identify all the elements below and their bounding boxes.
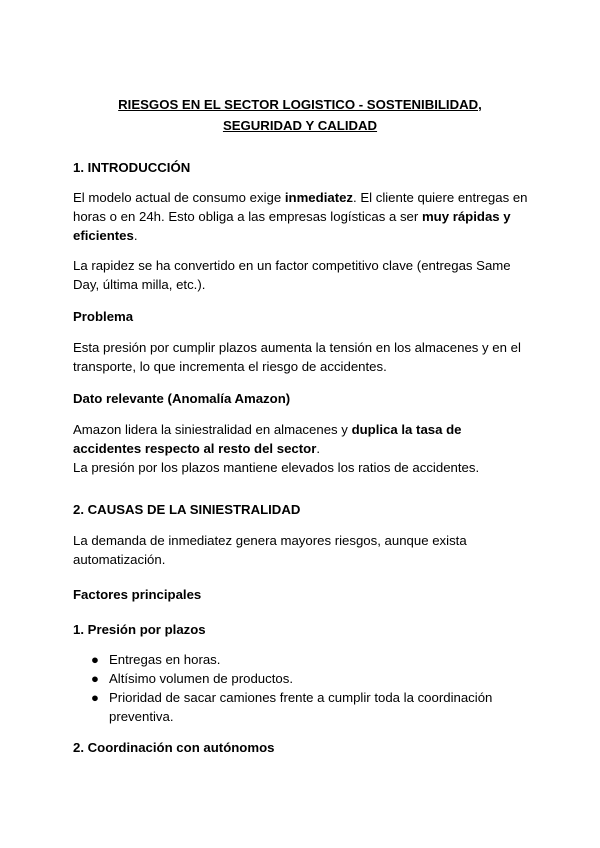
bullet-icon: ● (91, 690, 99, 705)
list-item (91, 669, 541, 688)
intro-text-a: El modelo actual de consumo exige (73, 190, 285, 205)
dato-text-a: Amazon lidera la siniestralidad en almacenes y (73, 422, 352, 437)
dato-text-d: La presión por los plazos mantiene elevados los ratios de accidentes. (73, 460, 480, 475)
intro-bold-rapidas: muy rápidas y eficientes (73, 209, 511, 243)
presion-bullet-list (91, 650, 541, 726)
list-item-text: Prioridad de sacar camiones frente a cumplir toda la coordinación preventiva. (109, 690, 493, 724)
bullet-icon: ● (91, 671, 99, 686)
presion-plazos-heading: 1. Presión por plazos (73, 622, 206, 637)
intro-text-e: . (133, 228, 138, 243)
intro-paragraph-2: La rapidez se ha convertido en un factor competitivo clave (entregas Same Day, última milla, etc.). (73, 258, 511, 292)
list-item (91, 688, 541, 726)
causas-intro-paragraph: La demanda de inmediatez genera mayores riesgos, aunque exista automatización. (73, 533, 467, 567)
dato-paragraph (73, 420, 533, 477)
problema-heading: Problema (73, 309, 134, 324)
document-title (0, 94, 600, 136)
intro-paragraph-1 (73, 188, 533, 245)
title-line-2: SEGURIDAD Y CALIDAD (222, 118, 378, 133)
coordinacion-autonomos-heading: 2. Coordinación con autónomos (73, 740, 275, 755)
bullet-icon: ● (91, 652, 99, 667)
problema-paragraph: Esta presión por cumplir plazos aumenta la tensión en los almacenes y en el transporte, lo que incrementa el riesgo de accidentes. (73, 340, 521, 374)
section-2-heading: 2. CAUSAS DE LA SINIESTRALIDAD (73, 502, 301, 517)
factores-heading: Factores principales (73, 587, 202, 602)
list-item (91, 650, 541, 669)
dato-bold-duplica: duplica la tasa de accidentes respecto al resto del sector (73, 422, 462, 456)
intro-bold-inmediatez: inmediatez (284, 190, 354, 205)
dato-heading: Dato relevante (Anomalía Amazon) (73, 391, 291, 406)
list-item-text: Altísimo volumen de productos. (109, 671, 293, 686)
intro-text-c: . El cliente quiere entregas en horas o en 24h. Esto obliga a las empresas logísticas a ser (73, 190, 528, 224)
dato-text-c: . (316, 441, 321, 456)
title-line-1: RIESGOS EN EL SECTOR LOGISTICO - SOSTENIBILIDAD, (118, 97, 482, 112)
section-1-heading: 1. INTRODUCCIÓN (73, 160, 191, 175)
list-item-text: Entregas en horas. (109, 652, 221, 667)
